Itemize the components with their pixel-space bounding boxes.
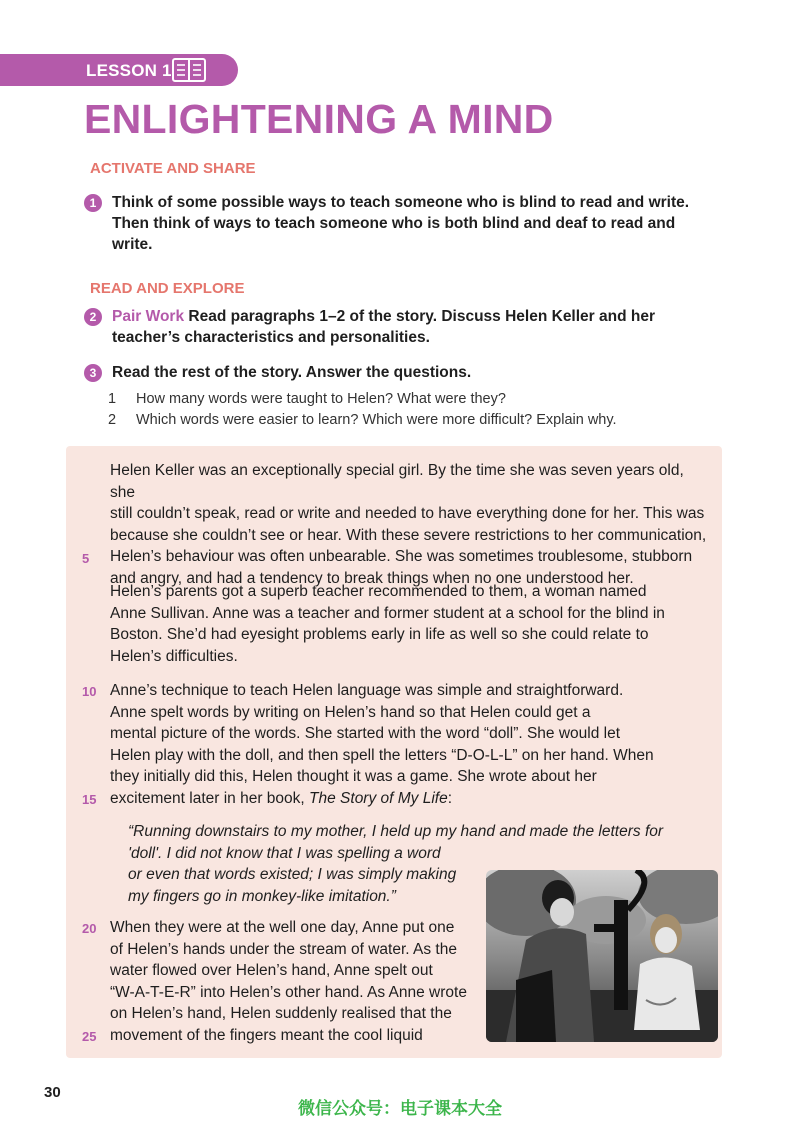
line-number: 20	[82, 921, 97, 936]
passage-line: they initially did this, Helen thought it was a game. She wrote about her	[110, 768, 597, 785]
passage-line: of Helen’s hands under the stream of water. As the	[110, 940, 457, 958]
line-number: 15	[82, 792, 97, 807]
passage-line: Helen’s parents got a superb teacher recommended to them, a woman named	[110, 583, 647, 600]
passage-text: :	[447, 789, 453, 807]
task-2-line: teacher’s characteristics and personalities.	[112, 329, 430, 346]
task-1-line: Then think of ways to teach someone who is both blind and deaf to read and	[112, 215, 676, 232]
task-number-1: 1	[84, 194, 102, 212]
passage-line	[110, 788, 712, 810]
passage-line: and angry, and had a tendency to break things when no one understood her.	[110, 569, 634, 587]
paragraph-1	[110, 460, 712, 589]
lesson-banner	[0, 54, 238, 86]
passage-line: Helen play with the doll, and then spell the letters “D-O-L-L” on her hand. When	[110, 746, 654, 764]
task-3-text: Read the rest of the story. Answer the questions.	[112, 364, 472, 381]
quote-line: my fingers go in monkey-like imitation.”	[128, 887, 396, 905]
passage-line: Helen’s difficulties.	[110, 647, 238, 665]
passage-line: When they were at the well one day, Anne put one	[110, 919, 455, 936]
open-book-icon	[172, 58, 206, 82]
line-number: 5	[82, 551, 90, 566]
activate-heading: ACTIVATE AND SHARE	[90, 160, 256, 177]
helen-keller-photo	[486, 870, 718, 1042]
passage-line: Helen Keller was an exceptionally special girl. By the time she was seven years old, she	[110, 462, 684, 501]
page-number: 30	[44, 1084, 61, 1101]
paragraph-3	[110, 680, 712, 809]
task-number-2: 2	[84, 308, 102, 326]
question-2	[108, 412, 617, 428]
passage-line: on Helen’s hand, Helen suddenly realised that the	[110, 1005, 452, 1022]
question-number: 1	[108, 391, 117, 407]
pair-work-label: Pair Work	[112, 308, 185, 325]
passage-line: Anne spelt words by writing on Helen’s hand so that Helen could get a	[110, 703, 591, 721]
task-2-line-text: Read paragraphs 1–2 of the story. Discuss Helen Keller and her	[188, 308, 655, 325]
question-number: 2	[108, 412, 117, 428]
footer-watermark: 微信公众号：电子课本大全	[298, 1099, 502, 1118]
quote-line: or even that words existed; I was simply making	[128, 866, 457, 883]
task-1-line: write.	[112, 236, 153, 253]
task-2-line	[112, 306, 732, 327]
book-title: The Story of My Life	[309, 789, 448, 807]
task-2-text	[112, 306, 732, 348]
paragraph-2	[110, 581, 712, 667]
paragraph-4	[110, 917, 470, 1046]
passage-line: Anne Sullivan. Anne was a teacher and former student at a school for the blind in	[110, 604, 665, 622]
task-1-text	[112, 192, 732, 255]
lesson-title: ENLIGHTENING A MIND	[84, 96, 554, 142]
task-1-line: Think of some possible ways to teach someone who is blind to read and write.	[112, 194, 690, 211]
passage-text: excitement later in her book,	[110, 789, 310, 807]
passage-line: water flowed over Helen’s hand, Anne spelt out	[110, 962, 433, 979]
passage-line: Boston. She’d had eyesight problems early in life as well so she could relate to	[110, 626, 649, 643]
quote-line: “Running downstairs to my mother, I held up my hand and made the letters for	[128, 823, 664, 840]
passage-line: Helen’s behaviour was often unbearable. She was sometimes troublesome, stubborn	[110, 548, 693, 565]
passage-line: because she couldn’t see or hear. With these severe restrictions to her communication,	[110, 526, 707, 544]
passage-line: Anne’s technique to teach Helen language was simple and straightforward.	[110, 682, 624, 699]
read-explore-heading: READ AND EXPLORE	[90, 280, 245, 297]
task-number-3: 3	[84, 364, 102, 382]
question-1	[108, 391, 506, 407]
passage-line: “W-A-T-E-R” into Helen’s other hand. As Anne wrote	[110, 983, 467, 1001]
passage-line: still couldn’t speak, read or write and needed to have everything done for her. This was	[110, 505, 705, 522]
passage-line: movement of the fingers meant the cool liquid	[110, 1026, 423, 1044]
question-text: How many words were taught to Helen? What were they?	[136, 391, 506, 407]
quote-line: 'doll'. I did not know that I was spelling a word	[128, 844, 441, 862]
line-number: 10	[82, 684, 97, 699]
question-text: Which words were easier to learn? Which were more difficult? Explain why.	[136, 412, 617, 428]
passage-line: mental picture of the words. She started with the word “doll”. She would let	[110, 725, 621, 742]
line-number: 25	[82, 1029, 97, 1044]
lesson-label: LESSON 1	[86, 61, 172, 80]
